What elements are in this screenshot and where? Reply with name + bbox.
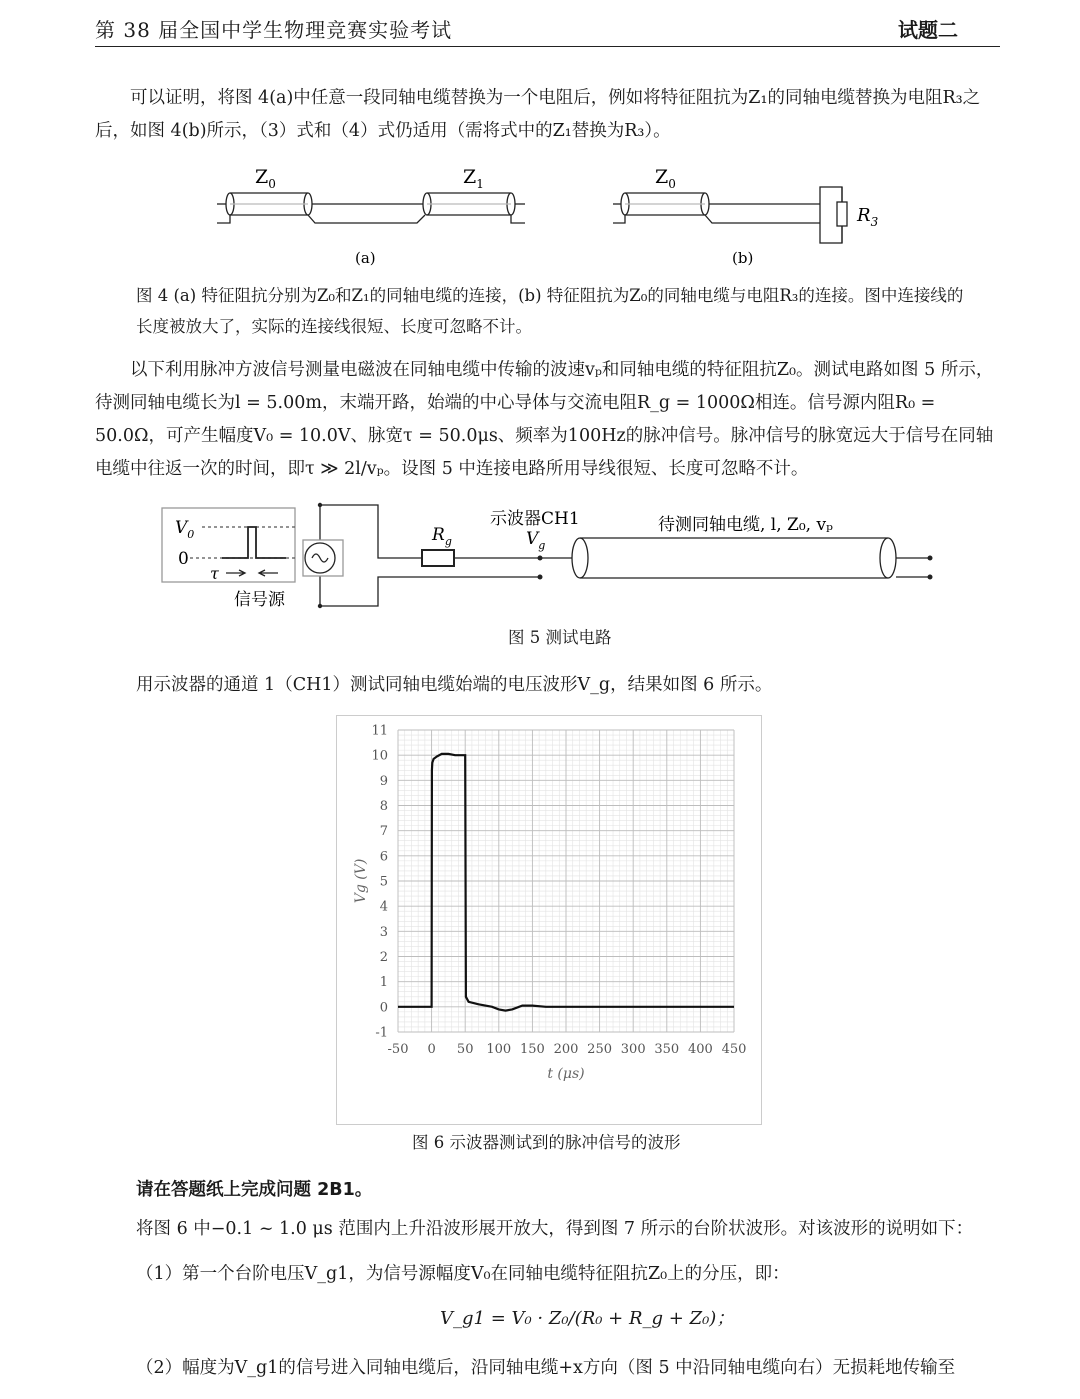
paragraph-5: （1）第一个台阶电压V_g1，为信号源幅度V₀在同轴电缆特征阻抗Z₀上的分压，即： [136, 1264, 790, 1284]
y-tick-label: 10 [371, 748, 388, 764]
paragraph-3: 用示波器的通道 1（CH1）测试同轴电缆始端的电压波形V_g，结果如图 6 所示。 [136, 675, 773, 695]
figure-4a [217, 193, 525, 223]
cable-label: 待测同轴电缆, l, Z₀, vₚ [658, 515, 833, 535]
y-tick-label: 11 [371, 723, 388, 739]
figure-5 [160, 500, 950, 618]
fig5-tau-label: τ [210, 564, 219, 583]
y-tick-label: 5 [379, 874, 388, 890]
y-tick-label: 1 [379, 975, 388, 991]
chart-x-label: t (μs) [547, 1066, 585, 1082]
fig5-zero-label: 0 [178, 549, 189, 569]
y-tick-label: 7 [379, 824, 388, 840]
paragraph-1: 可以证明，将图 4(a)中任意一段同轴电缆替换为一个电阻后，例如将特征阻抗为Z₁的同轴电缆替换为电阻R₃之后，如图 4(b)所示，（3）式和（4）式仍适用（需将式中的Z₁替换为R₃）。 [95, 88, 981, 141]
x-tick-label: 400 [687, 1042, 713, 1057]
x-tick-label: 0 [427, 1042, 436, 1057]
figure-4-caption: 图 4 (a) 特征阻抗分别为Z₀和Z₁的同轴电缆的连接，(b) 特征阻抗为Z₀的同轴电缆与电阻R₃的连接。图中连接线的长度被放大了，实际的连接线很短、长度可忽略不计。 [136, 286, 964, 336]
chart-grid [398, 730, 734, 1032]
x-tick-label: 200 [553, 1042, 579, 1057]
y-tick-label: 8 [379, 799, 388, 814]
paragraph-4: 将图 6 中−0.1 ~ 1.0 μs 范围内上升沿波形展开放大，得到图 7 所示的台阶状波形。对该波形的说明如下： [136, 1219, 974, 1239]
x-tick-label: 50 [456, 1042, 474, 1057]
figure-6-caption: 图 6 示波器测试到的脉冲信号的波形 [412, 1133, 681, 1152]
figure-6-chart [336, 715, 762, 1125]
chart-frame [337, 716, 762, 1125]
oscilloscope-label: 示波器CH1 [490, 509, 580, 529]
fig4a-label: (a) [355, 249, 376, 267]
y-tick-label: 2 [379, 950, 388, 965]
paragraph-2: 以下利用脉冲方波信号测量电磁波在同轴电缆中传输的波速vₚ和同轴电缆的特征阻抗Z₀。测试电路如图 5 所示，待测同轴电缆长为l = 5.00m，末端开路，始端的中心导体与交流电阻R_g = 1000Ω相连。信号源内阻R₀ = 50.0Ω，可产生幅度V₀ = 10.0V、脉宽τ = 50.0μs、频率为100Hz的脉冲信号。脉冲信号的脉宽远大于信号在同轴电缆中往返一次的时间，即τ ≫ 2l/vₚ。设图 5 中连接电路所用导线很短、长度可忽略不计。 [95, 360, 994, 479]
x-tick-label: -50 [387, 1042, 409, 1057]
exam-title: 第 38 届全国中学生物理竞赛实验考试 [95, 18, 453, 42]
x-tick-label: 350 [654, 1042, 680, 1057]
fig5-v0-label: $V_0$ [175, 518, 195, 541]
task-instruction: 请在答题纸上完成问题 2B1。 [136, 1180, 373, 1200]
fig5-rg-label: $R_g$ [432, 525, 452, 548]
fig5-vg-label: $V_g$ [526, 529, 546, 552]
chart-y-label: Vg (V) [353, 858, 369, 904]
paragraph-6: （2）幅度为V_g1的信号进入同轴电缆后，沿同轴电缆+x方向（图 5 中沿同轴电缆向右）无损耗地传输至 [136, 1358, 956, 1378]
header-rule [95, 46, 1000, 47]
figure-4b [613, 187, 847, 243]
signal-source-label: 信号源 [234, 590, 285, 610]
figure-4 [205, 155, 955, 273]
y-tick-label: -1 [375, 1025, 388, 1041]
y-tick-label: 4 [379, 899, 388, 915]
fig4a-z1-label: $Z_1$ [463, 166, 484, 191]
fig4b-r3-label: $R_3$ [857, 205, 879, 229]
problem-label: 试题二 [898, 18, 958, 42]
x-tick-label: 150 [519, 1042, 545, 1057]
fig4b-z0-label: $Z_0$ [655, 166, 676, 191]
x-tick-label: 250 [587, 1042, 613, 1057]
equation-vg1: V_g1 = V₀ · Z₀/(R₀ + R_g + Z₀)； [440, 1308, 735, 1329]
y-tick-label: 3 [379, 924, 388, 940]
fig4b-label: (b) [732, 249, 754, 267]
y-tick-label: 9 [379, 773, 388, 789]
y-tick-label: 0 [379, 1000, 388, 1016]
figure-5-caption: 图 5 测试电路 [508, 628, 612, 647]
x-tick-label: 300 [620, 1042, 646, 1057]
x-tick-label: 100 [486, 1042, 512, 1057]
y-tick-label: 6 [379, 849, 388, 865]
x-tick-label: 450 [721, 1042, 747, 1057]
fig4a-z0-label: $Z_0$ [255, 166, 276, 191]
